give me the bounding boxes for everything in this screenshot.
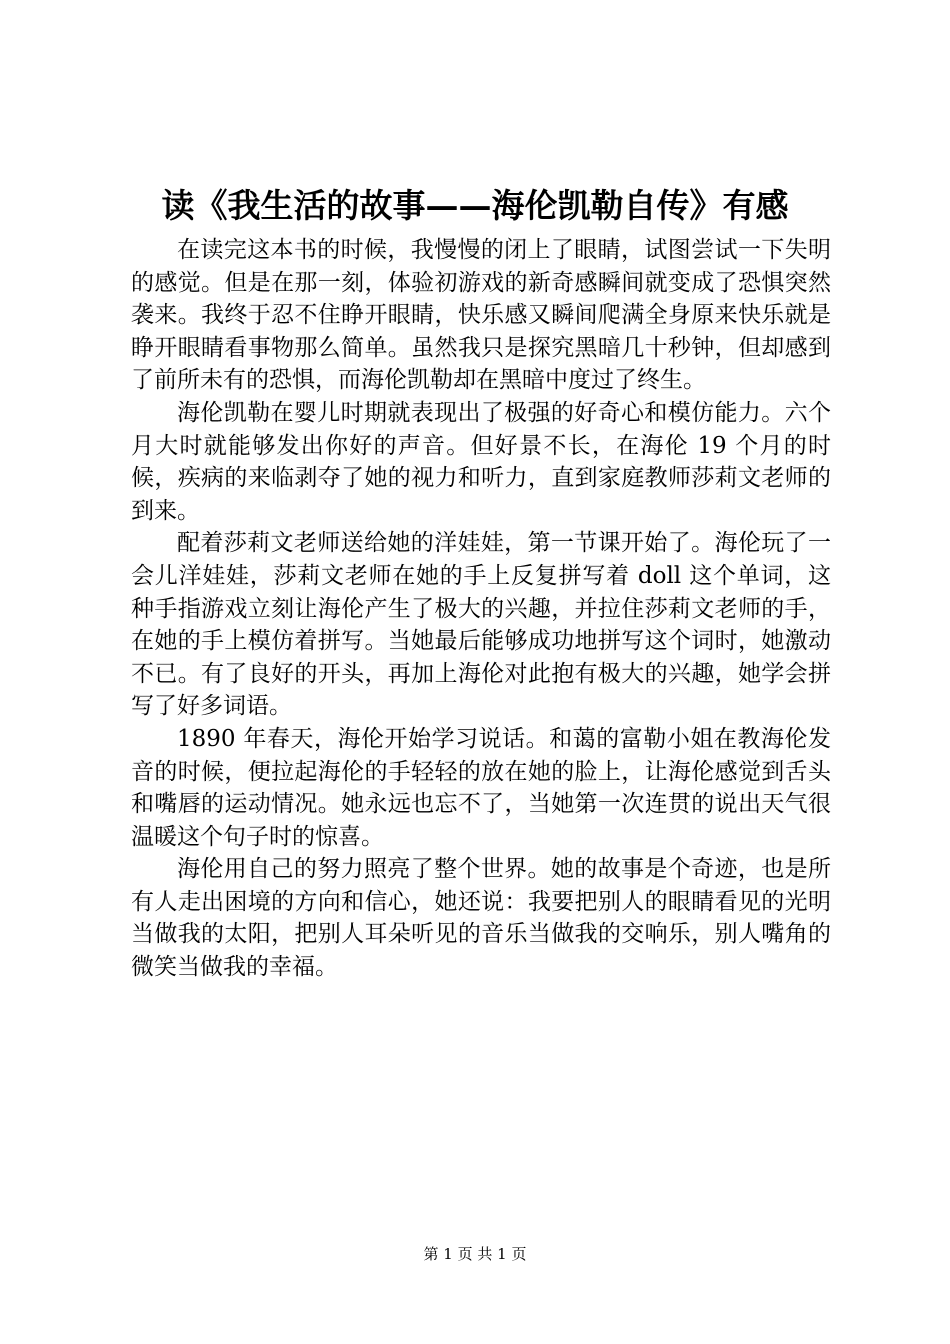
- paragraph: 1890 年春天，海伦开始学习说话。和蔼的富勒小姐在教海伦发音的时候，便拉起海伦的手轻轻的放在她的脸上，让海伦感觉到舌头和嘴唇的运动情况。她永远也忘不了，当她第一次连贯的说出天气很温暖这个句子时的惊喜。: [131, 725, 831, 850]
- document-title: 读《我生活的故事——海伦凯勒自传》有感: [161, 186, 789, 225]
- paragraph: 海伦用自己的努力照亮了整个世界。她的故事是个奇迹，也是所有人走出困境的方向和信心，她还说：我要把别人的眼睛看见的光明当做我的太阳，把别人耳朵听见的音乐当做我的交响乐，别人嘴角的微笑当做我的幸福。: [131, 856, 831, 981]
- paragraph: 配着莎莉文老师送给她的洋娃娃，第一节课开始了。海伦玩了一会儿洋娃娃，莎莉文老师在她的手上反复拼写着 doll 这个单词，这种手指游戏立刻让海伦产生了极大的兴趣，并拉住莎莉文老师的手，在她的手上模仿着拼写。当她最后能够成功地拼写这个词时，她激动不已。有了良好的开头，再加上海伦对此抱有极大的兴趣，她学会拼写了好多词语。: [131, 530, 831, 720]
- page-footer: 第 1 页 共 1 页: [423, 1245, 527, 1263]
- paragraph: 在读完这本书的时候，我慢慢的闭上了眼睛，试图尝试一下失明的感觉。但是在那一刻，体验初游戏的新奇感瞬间就变成了恐惧突然袭来。我终于忍不住睁开眼睛，快乐感又瞬间爬满全身原来快乐就是睁开眼睛看事物那么简单。虽然我只是探究黑暗几十秒钟，但却感到了前所未有的恐惧，而海伦凯勒却在黑暗中度过了终生。: [131, 237, 831, 394]
- paragraph: 海伦凯勒在婴儿时期就表现出了极强的好奇心和模仿能力。六个月大时就能够发出你好的声音。但好景不长，在海伦 19 个月的时候，疾病的来临剥夺了她的视力和听力，直到家庭教师莎莉文老师的到来。: [131, 399, 831, 524]
- document-body: [131, 234, 831, 984]
